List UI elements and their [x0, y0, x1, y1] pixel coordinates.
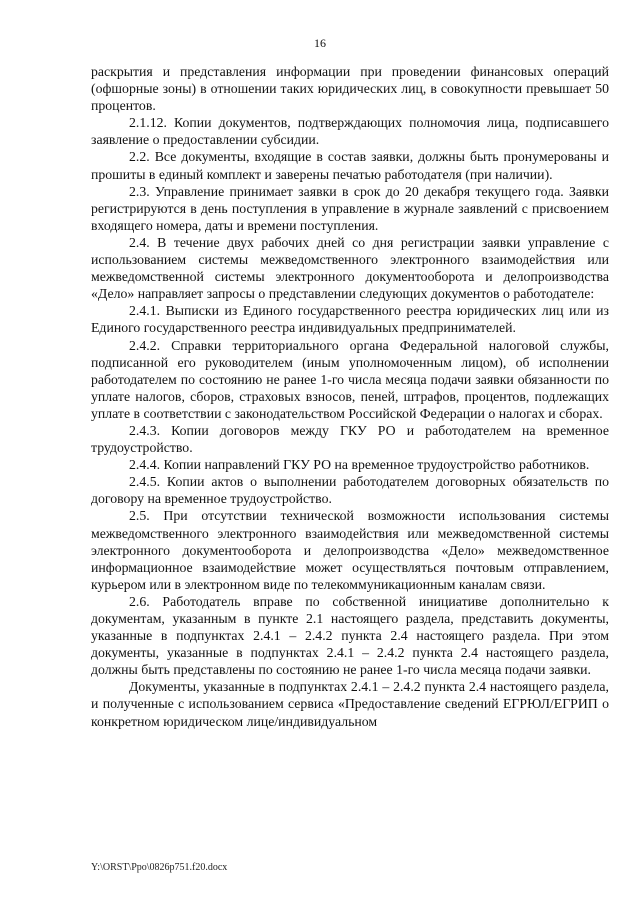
paragraph-continuation: раскрытия и представления информации при проведении финансовых операций (офшорные зоны) в отношении таких юридических лиц, в совокупности превышает 50 процентов.: [91, 64, 609, 114]
paragraph-2-3: 2.3. Управление принимает заявки в срок до 20 декабря текущего года. Заявки регистрируются в день поступления в управление в журнале заявлений с присвоением входящего номера, даты и времени поступления.: [91, 183, 609, 233]
paragraph-2-4-1: 2.4.1. Выписки из Единого государственного реестра юридических лиц или из Единого государственного реестра индивидуальных предпринимателей.: [91, 303, 609, 336]
paragraph-2-4-3: 2.4.3. Копии договоров между ГКУ РО и работодателем на временное трудоустройство.: [91, 422, 609, 456]
paragraph-2-5: 2.5. При отсутствии технической возможности использования системы межведомственного электронного взаимодействия или межведомственной системы электронного документооборота и делопроизводства «Дело» межведомственное информационное взаимодействие может осуществляться почтовым отправлением, курьером или в электронном виде по телекоммуникационным каналам связи.: [91, 508, 609, 592]
paragraph-2-2: 2.2. Все документы, входящие в состав заявки, должны быть пронумерованы и прошиты в единый комплект и заверены печатью работодателя (при наличии).: [91, 149, 609, 182]
paragraph-2-6: 2.6. Работодатель вправе по собственной инициативе дополнительно к документам, указанным в пункте 2.1 настоящего раздела, представить документы, указанные в подпунктах 2.4.1 – 2.4.2 пункта 2.4 настоящего раздела. При этом документы, указанные в подпунктах 2.4.1 – 2.4.2 пункта 2.4 настоящего раздела, должны быть представлены по состоянию не ранее 1-го числа месяца подачи заявки.: [91, 593, 609, 678]
paragraph-2-4-2: 2.4.2. Справки территориального органа Федеральной налоговой службы, подписанной его руководителем (иным уполномоченным лицом), об исполнении работодателем по состоянию не ранее 1-го числа месяца подачи заявки обязанности по уплате налогов, сборов, страховых взносов, пеней, штрафов, процентов, подлежащих уплате в соответствии с законодательством Российской Федерации о налогах и сборах.: [91, 337, 609, 421]
page-number: 16: [314, 36, 326, 50]
paragraph-2-4-5: 2.4.5. Копии актов о выполнении работодателем договорных обязательств по договору на временное трудоустройство.: [91, 474, 609, 507]
paragraph-2-4-4: 2.4.4. Копии направлений ГКУ РО на временное трудоустройство работников.: [129, 457, 590, 473]
paragraph-2-1-12: 2.1.12. Копии документов, подтверждающих полномочия лица, подписавшего заявление о предоставлении субсидии.: [91, 115, 609, 148]
paragraph-2-4: 2.4. В течение двух рабочих дней со дня регистрации заявки управление с использованием системы межведомственного электронного взаимодействия или межведомственной системы электронного документооборота и делопроизводства «Дело» направляет запросы о представлении следующих документов о работодателе:: [91, 234, 609, 302]
paragraph-documents-egrul: Документы, указанные в подпунктах 2.4.1 – 2.4.2 пункта 2.4 настоящего раздела, и полученные с использованием сервиса «Предоставление сведений ЕГРЮЛ/ЕГРИП о конкретном юридическом лице/индивидуальном: [91, 679, 609, 729]
document-body: [91, 63, 609, 730]
footer-file-path: Y:\ORST\Ppo\0826p751.f20.docx: [91, 862, 228, 873]
